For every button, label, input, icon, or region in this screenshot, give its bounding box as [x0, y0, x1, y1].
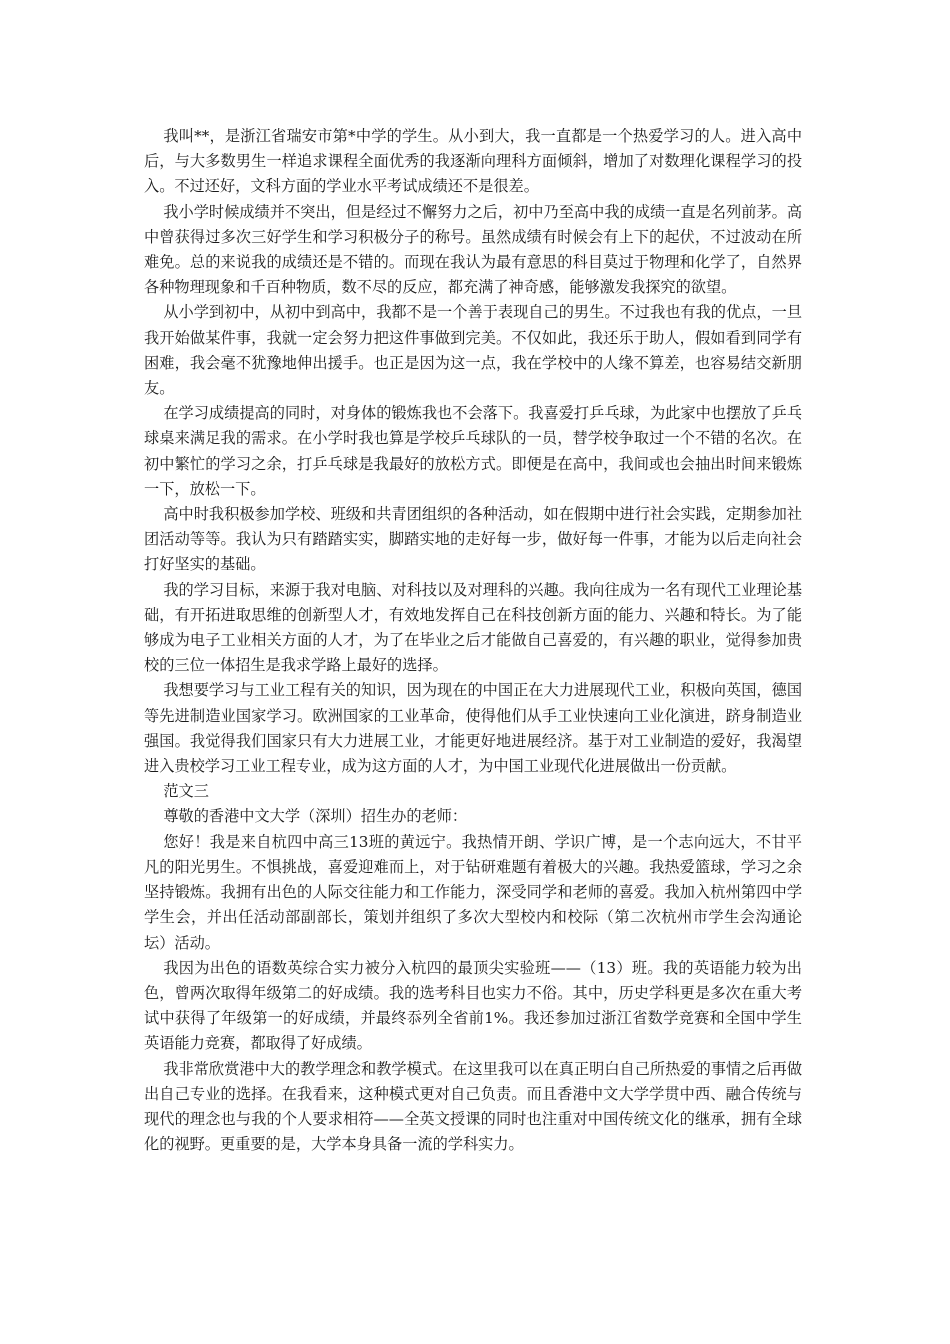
paragraph-goals: 我的学习目标，来源于我对电脑、对科技以及对理科的兴趣。我向往成为一名有现代工业理论基础，有开拓进取思维的创新型人才，有效地发挥自己在科技创新方面的能力、兴趣和特长。为了能够成为电子工业相关方面的人才，为了在毕业之后才能做自己喜爱的，有兴趣的职业，觉得参加贵校的三位一体招生是我求学路上最好的选择。 — [144, 580, 802, 675]
document-body — [144, 124, 802, 1157]
paragraph-sports: 在学习成绩提高的同时，对身体的锻炼我也不会落下。我喜爱打乒乓球，为此家中也摆放了乒乓球桌来满足我的需求。在小学时我也算是学校乒乓球队的一员，替学校争取过一个不错的名次。在初中繁忙的学习之余，打乒乓球是我最好的放松方式。即便是在高中，我间或也会抽出时间来锻炼一下，放松一下。 — [144, 404, 802, 498]
paragraph-university: 我非常欣赏港中大的教学理念和教学模式。在这里我可以在真正明白自己所热爱的事情之后再做出自己专业的选择。在我看来，这种模式更对自己负责。而且香港中文大学学贯中西、融合传统与现代的理念也与我的个人要求相符——全英文授课的同时也注重对中国传统文化的继承，拥有全球化的视野。更重要的是，大学本身具备一流的学科实力。 — [144, 1059, 802, 1154]
paragraph-personality: 从小学到初中，从初中到高中，我都不是一个善于表现自己的男生。不过我也有我的优点，一旦我开始做某件事，我就一定会努力把这件事做到完美。不仅如此，我还乐于助人，假如看到同学有困难，我会毫不犹豫地伸出援手。也正是因为这一点，我在学校中的人缘不算差，也容易结交新朋友。 — [144, 303, 802, 398]
section-title: 范文三 — [163, 782, 209, 801]
paragraph-intro: 我叫**，是浙江省瑞安市第*中学的学生。从小到大，我一直都是一个热爱学习的人。进入高中后，与大多数男生一样追求课程全面优秀的我逐渐向理科方面倾斜，增加了对数理化课程学习的投入。不过还好，文科方面的学业水平考试成绩还不是很差。 — [144, 127, 802, 196]
paragraph-grades: 我小学时候成绩并不突出，但是经过不懈努力之后，初中乃至高中我的成绩一直是名列前茅。高中曾获得过多次三好学生和学习积极分子的称号。虽然成绩有时候会有上下的起伏，不过波动在所难免。总的来说我的成绩还是不错的。而现在我认为最有意思的科目莫过于物理和化学了，自然界各种物理现象和千百种物质，数不尽的反应，都充满了神奇感，能够激发我探究的欲望。 — [144, 202, 802, 297]
paragraph-academics: 我因为出色的语数英综合实力被分入杭四的最顶尖实验班——（13）班。我的英语能力较为出色，曾两次取得年级第二的好成绩。我的选考科目也实力不俗。其中，历史学科更是多次在重大考试中获得了年级第一的好成绩，并最终忝列全省前1%。我还参加过浙江省数学竞赛和全国中学生英语能力竞赛，都取得了好成绩。 — [144, 958, 802, 1053]
paragraph-self-intro: 您好！我是来自杭四中高三13班的黄远宁。我热情开朗、学识广博，是一个志向远大，不甘平凡的阳光男生。不惧挑战，喜爱迎难而上，对于钻研难题有着极大的兴趣。我热爱篮球，学习之余坚持锻炼。我拥有出色的人际交往能力和工作能力，深受同学和老师的喜爱。我加入杭州第四中学学生会，并出任活动部副部长，策划并组织了多次大型校内和校际（第二次杭州市学生会沟通论坛）活动。 — [144, 832, 802, 952]
salutation: 尊敬的香港中文大学（深圳）招生办的老师： — [163, 807, 468, 826]
paragraph-industry: 我想要学习与工业工程有关的知识，因为现在的中国正在大力进展现代工业，积极向英国，德国等先进制造业国家学习。欧洲国家的工业革命，使得他们从手工业快速向工业化演进，跻身制造业强国。我觉得我们国家只有大力进展工业，才能更好地进展经济。基于对工业制造的爱好，我渴望进入贵校学习工业工程专业，成为这方面的人才，为中国工业现代化进展做出一份贡献。 — [144, 681, 802, 776]
paragraph-activities: 高中时我积极参加学校、班级和共青团组织的各种活动，如在假期中进行社会实践，定期参加社团活动等等。我认为只有踏踏实实，脚踏实地的走好每一步，做好每一件事，才能为以后走向社会打好坚实的基础。 — [144, 505, 802, 574]
